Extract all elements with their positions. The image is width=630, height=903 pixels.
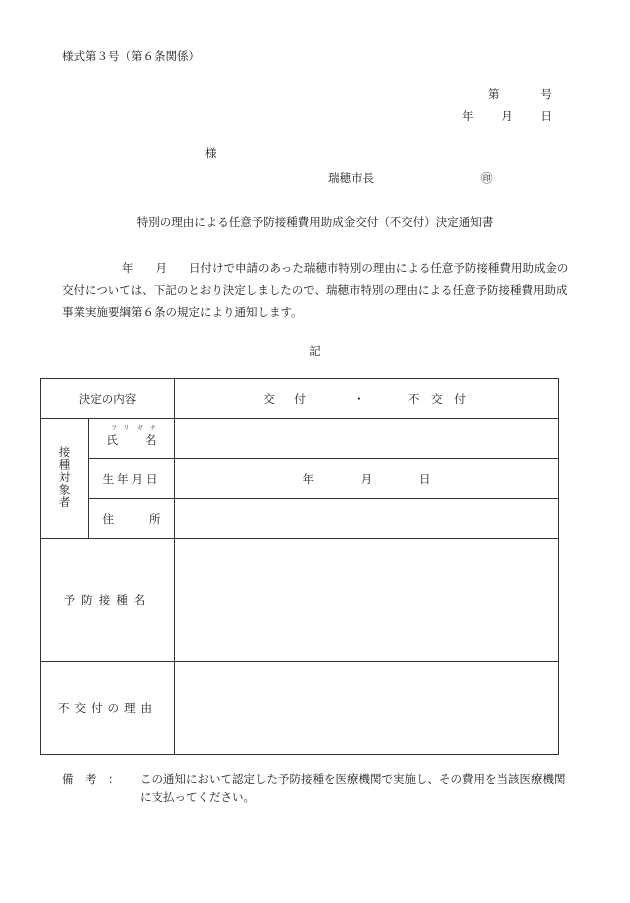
furigana-label: フリガナ (111, 425, 163, 432)
number-go: 号 (540, 87, 552, 101)
name-value-cell[interactable] (175, 419, 559, 459)
remarks (62, 770, 582, 806)
document-number (488, 86, 552, 102)
birth-month: 月 (360, 471, 373, 486)
ki-heading: 記 (309, 344, 321, 358)
decision-separator: ・ (353, 391, 365, 406)
document-date (462, 108, 552, 124)
decision-value-cell[interactable] (175, 379, 559, 419)
reason-label-cell (41, 662, 175, 755)
decision-label: 決定の内容 (78, 391, 137, 406)
body-paragraph (62, 257, 570, 323)
remarks-line-1: この通知において認定した予防接種を医療機関で実施し、その費用を当該医療機関 (140, 772, 566, 786)
addressee-suffix: 様 (205, 146, 217, 160)
decision-table (40, 378, 559, 755)
birth-year: 年 (302, 471, 314, 486)
target-label-cell (41, 419, 89, 539)
body-month: 月 (155, 261, 167, 275)
vaccine-label: 予防接種名 (63, 593, 152, 607)
row-name (41, 419, 559, 459)
date-day: 日 (540, 109, 552, 123)
remarks-label: 備 考 ： (62, 772, 120, 786)
address-value-cell[interactable] (175, 499, 559, 539)
row-birth (41, 459, 559, 499)
birth-day: 日 (419, 471, 431, 486)
form-number: 様式第３号（第６条関係） (62, 49, 200, 63)
row-decision (41, 379, 559, 419)
row-address (41, 499, 559, 539)
date-month: 月 (501, 109, 513, 123)
row-vaccine (41, 539, 559, 662)
row-reason (41, 662, 559, 755)
seal-mark: ㊞ (481, 171, 493, 185)
decision-label-cell (41, 379, 175, 419)
name-label-1: 氏 (106, 433, 118, 447)
issuer-name: 瑞穂市長 (328, 171, 374, 185)
birth-label: 生年月日 (102, 471, 161, 486)
birth-value-cell[interactable] (175, 459, 559, 499)
name-label-2: 名 (145, 433, 157, 447)
address-label-2: 所 (149, 511, 161, 526)
document-title: 特別の理由による任意予防接種費用助成金交付（不交付）決定通知書 (136, 215, 494, 229)
vaccine-value-cell[interactable] (175, 539, 559, 662)
birth-label-cell (89, 459, 175, 499)
remarks-line-2: に支払ってください。 (140, 790, 255, 804)
body-year: 年 (122, 261, 134, 275)
address-label-1: 住 (102, 511, 114, 526)
vaccine-label-cell (41, 539, 175, 662)
address-label-cell (89, 499, 175, 539)
name-label-cell (89, 419, 175, 459)
date-year: 年 (462, 109, 474, 123)
reason-value-cell[interactable] (175, 662, 559, 755)
number-dai: 第 (488, 87, 500, 101)
decision-kofu: 交 付 (263, 391, 310, 406)
reason-label: 不交付の理由 (58, 701, 157, 715)
target-label: 接種対象者 (57, 445, 72, 509)
body-text: 日付けで申請のあった瑞穂市特別の理由による任意予防接種費用助成金の交付については、下記のとおり決定しましたので、瑞穂市特別の理由による任意予防接種費用助成事業実施要綱第６条の規定により通知します。 (62, 261, 569, 319)
decision-fukofu: 不 交 付 (407, 391, 470, 406)
